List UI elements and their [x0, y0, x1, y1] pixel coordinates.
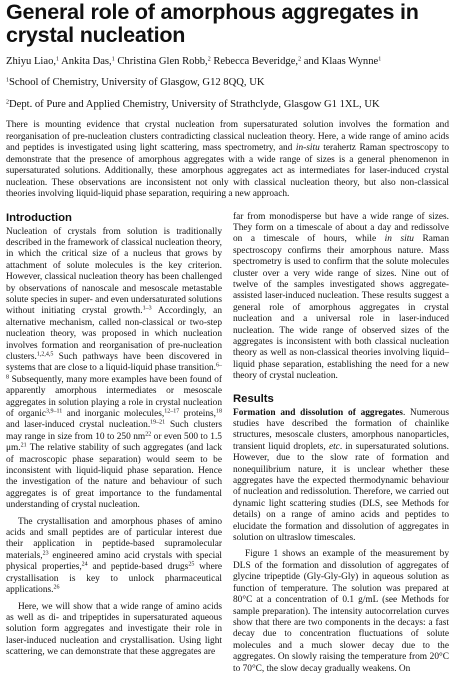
section-heading-results: Results [233, 392, 274, 405]
results-paragraph-1: Formation and dissolution of aggregates. Numerous studies have described the formation of chainlike structures, mesoscale clusters, amorphous nanoparticles, transient liquid droplets, etc. in supersaturated solutions. However, due to the slow rate of formation and nonequilibrium nature, it is unclear whether these aggregates have the expected thermodynamic behaviour of nucleation and redissolution. Therefore, we carried out dynamic light scattering studies (DLS, see Methods for details) on a range of amino acids and peptides to elucidate the formation and dissolution of aggregates in solution on ultraslow timescales. [233, 407, 449, 544]
section-heading-introduction: Introduction [6, 211, 72, 224]
affiliation-2: $^2$Dept. of Pure and Applied Chemistry, University of Strathclyde, Glasgow G1 1XL, UK [6, 99, 380, 110]
affiliation-1: $^1$School of Chemistry, University of Glasgow, G12 8QQ, UK [6, 77, 265, 88]
author: Rebecca Beveridge,$^2$ [213, 56, 302, 67]
intro-paragraph-1: Nucleation of crystals from solution is traditionally described in the framework of classical nucleation theory, in which the critical size of a nucleus that grows by attachment of solute molecules is the key criterion. However, classical nucleation theory has been challenged by observations of nanoscale and mesoscale metastable solute species in super- and even undersaturated solutions without initiating crystal growth.$^{1-3}$ Accordingly, an alternative mechanism, called non-classical or two-step nucleation theory, was proposed in which nucleation involves formation and reorganisation of pre-nucleation clusters.$^{1,2,4,5}$ Such pathways have been discovered in systems that are close to a liquid-liquid phase transition.$^{6-8}$ Subsequently, many more examples have been found of apparently amorphous intermediates or mesoscale aggregates in solution playing a role in crystal nucleation of organic$^{3,9-11}$ and inorganic molecules,$^{12-17}$ proteins,$^{18}$ and laser-induced crystal nucleation.$^{19-21}$ Such clusters may range in size from 10 to 250 $nm^{22}$ or even 500 to 1.5 μm.$^{21}$ The relative stability of such aggregates (and lack of macroscopic phase separation) would seem to be inconsistent with liquid-liquid phase separation. Hence the investigation of the nature and behaviour of such aggregates is of great importance to the fundamental understanding of crystal nucleation. [6, 226, 223, 511]
author: Ankita Das,$^1$ [61, 56, 115, 67]
subsection-heading: Formation and dissolution of aggregates [233, 407, 403, 418]
left-column [6, 212, 222, 675]
two-column-body [6, 212, 449, 675]
intro-paragraph-3: Here, we will show that a wide range of amino acids as well as di- and tripeptides in supersaturated aqueous solution form aggregates and investigate their role in laser-induced nucleation and crystallisation. Using light scattering, we can demonstrate that these aggregates are [6, 601, 222, 658]
results-paragraph-2: Figure 1 shows an example of the measurement by DLS of the formation and dissolution of aggregates of glycine tripeptide (Gly-Gly-Gly) in aqueous solution as function of temperature. The solution was prepared at 80°C at a concentration of 0.1 g/mL (see Methods for sample preparation). The intensity autocorrelation curves show that there are two components in the decays: a fast decay due to concentration fluctuations of solute molecules and a much slower decay due to the aggregates. On slowly raising the temperature from 20°C to 70°C, the slow decay gradually weakens. On [233, 549, 449, 674]
author: Zhiyu Liao,$^1$ [6, 56, 60, 67]
author: Christina Glen Robb,$^2$ [117, 56, 211, 67]
author-list [6, 55, 449, 68]
abstract: There is mounting evidence that crystal nucleation from supersaturated solution involves the formation and reorganisation of pre-nucleation clusters contradicting classical nucleation theory. Here, a wide range of amino acids and peptides is investigated using light scattering, mass spectrometry, and in-situ terahertz Raman spectroscopy to demonstrate that the presence of amorphous aggregates with a wide range of sizes is a general phenomenon in supersaturated solutions. Additionally, these amorphous aggregates act as intermediates for laser-induced crystal nucleation. These observations are inconsistent not only with classical nucleation theory, but also non-classical theories involving liquid-liquid phase separation, requiring a new approach. [6, 120, 449, 199]
right-column [233, 212, 449, 675]
intro-paragraph-3-continued: far from monodisperse but have a wide range of sizes. They form on a timescale of about a day and redissolve on a timescale of hours, while in situ Raman spectroscopy confirms their amorphous nature. Mass spectrometry is used to confirm that the solute molecules cluster over a very wide range of sizes. Nine out of twelve of the samples investigated shows aggregate-assisted laser-induced nucleation. These results suggest a general role of amorphous aggregates in crystal nucleation and a universal role in laser-induced nucleation. The wide range of observed sizes of the aggregates is inconsistent with both classical nucleation theory as well as non-classical theories involving liquid–liquid phase separation, establishing the need for a new theory of crystal nucleation. [233, 211, 449, 382]
intro-paragraph-2: The crystallisation and amorphous phases of amino acids and small peptides are of particular interest due their application in peptide-based supramolecular materials,$^{23}$ engineered amino acid crystals with special physical properties,$^{24}$ and peptide-based drugs$^{25}$ where crystallisation is key to unlock pharmaceutical applications.$^{26}$ [6, 516, 222, 596]
paper-title: General role of amorphous aggregates in crystal nucleation [6, 0, 419, 47]
author: and Klaas Wynne$^1$ [303, 56, 382, 67]
